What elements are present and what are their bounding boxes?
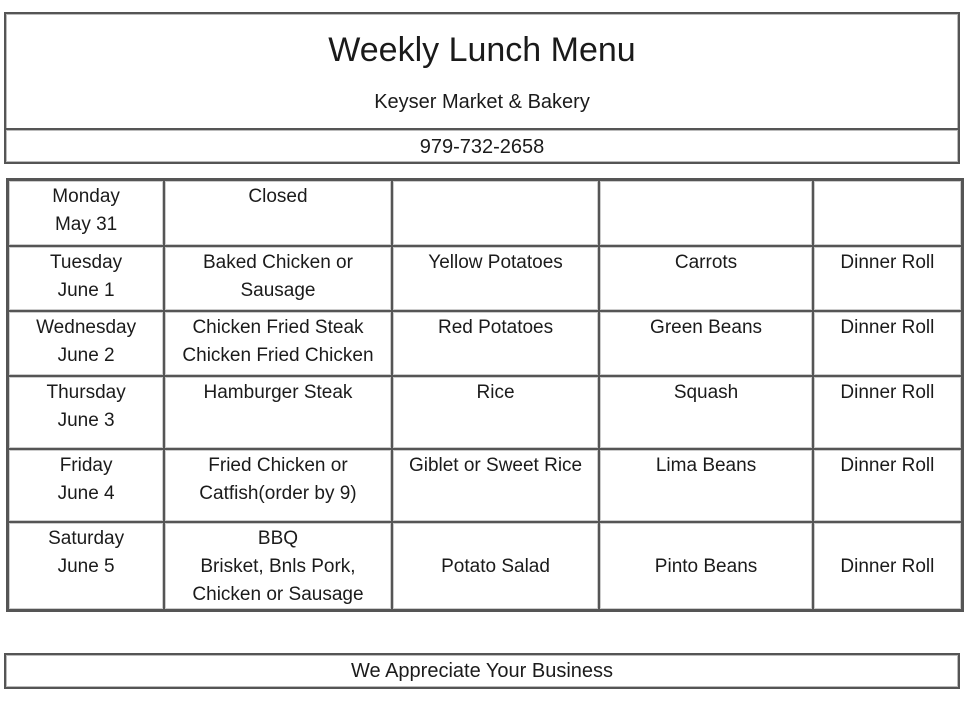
entree-cell — [164, 376, 392, 449]
entree-cell — [164, 311, 392, 376]
lunch-menu-table — [6, 178, 964, 612]
bread-cell: Dinner Roll — [813, 246, 962, 311]
side1-cell — [392, 180, 600, 246]
bread-cell — [813, 180, 962, 246]
table-row — [8, 311, 962, 376]
entree-line: Sausage — [240, 280, 316, 301]
entree-cell — [164, 522, 392, 610]
page-title: Weekly Lunch Menu — [328, 31, 636, 69]
bread-cell: Dinner Roll — [813, 311, 962, 376]
day-name: Monday — [52, 186, 120, 207]
entree-line: Chicken Fried Steak — [192, 317, 364, 338]
entree-line: Closed — [248, 186, 308, 207]
side1-cell: Giblet or Sweet Rice — [392, 449, 600, 522]
bread-cell: Dinner Roll — [813, 376, 962, 449]
entree-line: Fried Chicken or — [208, 455, 348, 476]
side1-cell: Yellow Potatoes — [392, 246, 600, 311]
day-name: Friday — [59, 455, 113, 476]
entree-line: Brisket, Bnls Pork, — [200, 556, 356, 577]
day-cell — [8, 180, 164, 246]
entree-line: Catfish(order by 9) — [199, 483, 357, 504]
day-cell — [8, 246, 164, 311]
day-date: May 31 — [54, 214, 118, 235]
bread-cell: Dinner Roll — [813, 449, 962, 522]
bread-cell: Dinner Roll — [813, 522, 962, 610]
entree-line: Chicken Fried Chicken — [182, 345, 374, 366]
day-cell — [8, 522, 164, 610]
entree-cell — [164, 449, 392, 522]
side2-cell: Pinto Beans — [599, 522, 812, 610]
side1-cell: Potato Salad — [392, 522, 600, 610]
entree-cell — [164, 246, 392, 311]
entree-cell — [164, 180, 392, 246]
entree-line: Baked Chicken or — [202, 252, 353, 273]
side2-cell — [599, 180, 812, 246]
footer-message: We Appreciate Your Business — [4, 653, 960, 689]
table-row — [8, 180, 962, 246]
side2-cell: Green Beans — [599, 311, 812, 376]
entree-line: Hamburger Steak — [203, 382, 353, 403]
day-name: Thursday — [46, 382, 126, 403]
day-name: Saturday — [48, 528, 125, 549]
entree-line: Chicken or Sausage — [192, 584, 364, 605]
table-row — [8, 522, 962, 610]
table-row — [8, 376, 962, 449]
side2-cell: Carrots — [599, 246, 812, 311]
day-cell — [8, 311, 164, 376]
day-name: Tuesday — [50, 252, 123, 273]
table-row — [8, 246, 962, 311]
side1-cell: Red Potatoes — [392, 311, 600, 376]
day-date: June 1 — [57, 280, 115, 301]
day-date: June 2 — [57, 345, 115, 366]
side1-cell: Rice — [392, 376, 600, 449]
menu-header — [4, 12, 960, 164]
side2-cell: Lima Beans — [599, 449, 812, 522]
day-date: June 4 — [57, 483, 115, 504]
entree-line: BBQ — [257, 528, 299, 549]
day-date: June 5 — [57, 556, 115, 577]
side2-cell: Squash — [599, 376, 812, 449]
header-divider — [6, 128, 958, 130]
phone-number: 979-732-2658 — [419, 136, 545, 158]
business-name: Keyser Market & Bakery — [374, 91, 590, 113]
day-date: June 3 — [57, 410, 115, 431]
table-row — [8, 449, 962, 522]
day-name: Wednesday — [36, 317, 137, 338]
day-cell — [8, 449, 164, 522]
day-cell — [8, 376, 164, 449]
